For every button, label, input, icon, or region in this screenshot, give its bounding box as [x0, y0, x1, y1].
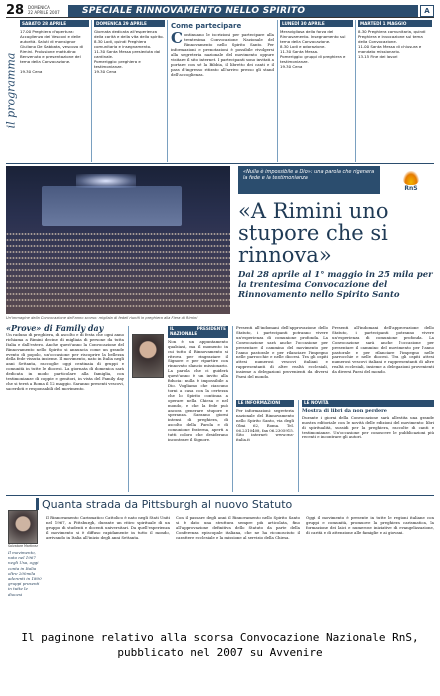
- crowd-row: [6, 268, 230, 272]
- program-day-text: 17.00 Preghiera d'apertura: Accoglienza dei Vescovi e delle autorità. Saluti di monsignor Giuliano De Sabbata, vescovo di Rimini. Prolusione mattutina: Benvenuto e presentazione del tema della Convocazione. 19.30 Cena: [20, 29, 84, 74]
- right-article-1: [236, 326, 328, 396]
- crowd-row: [6, 250, 230, 254]
- family-day-article: [6, 323, 125, 494]
- photo-caption: Un'immagine della Convocazione dell'anno scorso: migliaia di fedeli riuniti in preghiera alla Fiera di Rimini: [6, 316, 198, 320]
- info-bar: LE INFORMAZIONI: [236, 400, 294, 407]
- column-rule: [128, 326, 129, 492]
- header-date: [28, 6, 68, 15]
- programma-strip: [18, 20, 434, 162]
- main-headline: «A Rimini uno stupore che si rinnova»: [238, 199, 389, 267]
- interview-article: [132, 326, 228, 494]
- crowd-row: [6, 304, 230, 308]
- come-partecipare-title: Come partecipare: [171, 22, 242, 30]
- crowd-row: [6, 232, 230, 236]
- crowd-row: [6, 298, 230, 302]
- interview-lead: Non è un appuntamento qualsiasi, ma il momento in cui tutto il Rinnovamento si ritrova per ringraziare il Signore e per ripartire con rinnovato slancio missionario. La parola che ci guiderà quest'anno è un invito alla fiducia: nulla è impossibile a Dio. Vogliamo che ciascuno torni a casa con la certezza che lo Spirito continua a operare nella Chiesa e nel mondo, e che la fede può ancora generare stupore e speranza. Saranno giorni intensi di preghiera, di ascolto della Parola e di comunione fraterna, aperti a tutti coloro che desiderano incontrare il Signore.: [168, 338, 228, 442]
- crowd-row: [6, 280, 230, 284]
- program-day-2: [92, 20, 168, 162]
- footer-line-1: Il paginone relativo alla scorsa Convocazione Nazionale RnS,: [21, 631, 419, 644]
- quote-box: «Nulla è impossibile a Dio»: una parola che rigenera la fede e la testimonianza: [238, 166, 380, 194]
- pittsburgh-text: Con il passare degli anni il Rinnovamento nello Spirito Santo si è dato una struttura sempre più articolata, fino all'approvazione definitiva dello Statuto da parte della Conferenza episcopale italiana, che ne ha riconosciuto il carattere ecclesiale e la missione al servizio della Chiesa.: [176, 515, 300, 540]
- convocation-photo: [6, 166, 230, 314]
- pittsburgh-headline: Quanta strada da Pittsburgh al nuovo Statuto: [42, 498, 293, 511]
- crowd-row: [6, 292, 230, 296]
- stage-light: [76, 174, 136, 188]
- program-day-3: [278, 20, 356, 162]
- program-day-text: 8.30 Preghiera comunitaria, quindi Preghiera e invocazione sul tema della Convocazione. 11.00 Santa Messa di chiusura e mandato missionario. 13.15 Fine dei lavori: [358, 29, 426, 59]
- page-number: 28: [6, 3, 25, 18]
- flame-icon: [403, 171, 419, 185]
- right-article-2: [332, 326, 434, 396]
- crowd-row: [6, 274, 230, 278]
- crowd-row: [6, 262, 230, 266]
- pittsburgh-side-quote: Il movimento, nato nel 1967 negli Usa, oggi conta in Italia oltre 200mila aderenti in 1800 gruppi presenti in tutte le diocesi: [8, 550, 42, 597]
- column-rule: [232, 326, 233, 492]
- interview-bar: IL PRESIDENTE NAZIONALE: [170, 326, 226, 336]
- crowd-row: [6, 286, 230, 290]
- founder-portrait: [8, 510, 38, 544]
- books-box: [302, 400, 434, 494]
- pittsburgh-col-2: [176, 516, 300, 624]
- main-subtitle: Dal 28 aprile al 1° maggio in 25 mila per la trentesima Convocazione del Rinnovamento nello Spirito Santo: [238, 270, 433, 300]
- books-text: Durante i giorni della Convocazione sarà allestita una grande mostra editoriale con le novità delle edizioni del movimento: libri di spiritualità, sussidi per la preghiera, raccolte di canti e testimonianze. Un'occasione per conoscere le pubblicazioni più recenti e incontrare gli autori.: [302, 414, 434, 440]
- come-partecipare-text: [171, 29, 274, 77]
- newspaper-logo: A: [420, 5, 434, 17]
- divider: [6, 495, 434, 496]
- program-day-heading: SABATO 28 APRILE: [20, 20, 89, 27]
- pittsburgh-col-3: [306, 516, 434, 624]
- come-partecipare-body: ontinuano le iscrizioni per partecipare alla trentesima Convocazione Nazionale del Rinnovamento nello Spirito Santo. Per informazioni e prenotazioni è possibile rivolgersi alla segreteria nazionale del movimento oppure visitare il sito internet. I partecipanti sono invitati a portare con sé la Bibbia, il libretto dei canti e il pass d'ingresso ritirato all'arrivo presso gli stand dell'accoglienza.: [171, 32, 274, 77]
- divider: [6, 163, 434, 164]
- crowd-row: [6, 244, 230, 248]
- newspaper-page: [6, 4, 434, 626]
- books-title: Mostra di libri da non perdere: [302, 407, 387, 414]
- section-band: SPECIALE RINNOVAMENTO NELLO SPIRITO: [68, 5, 418, 17]
- footer-line-2: pubblicato nel 2007 su Avvenire: [117, 646, 323, 659]
- family-day-text: Un raduno di preghiera, di ascolto e di festa che ogni anno richiama a Rimini decine di migliaia di persone da tutta Italia e dall'estero. Anche quest'anno la Convocazione del Rinnovamento nello Spirito si annuncia come un grande evento di popolo, un'occasione per riscoprire la bellezza della fede vissuta insieme. Il movimento, nato in Italia negli anni Settanta, raccoglie oggi centinaia di gruppi e comunità in tutte le diocesi. La giornata di domenica sarà dedicata in modo particolare alla famiglia, con testimonianze di coppie e genitori, in vista del Family day che si terrà a Roma il 12 maggio. Saranno presenti vescovi, sacerdoti e responsabili del movimento.: [6, 331, 125, 391]
- family-day-title: «Prove» di Family day: [6, 323, 104, 333]
- books-bar: LE NOVITÀ: [302, 400, 434, 407]
- dropcap: C: [171, 29, 183, 47]
- stage: [42, 186, 182, 226]
- header-date-weekday: DOMENICA: [28, 5, 50, 10]
- footer-caption: [0, 630, 440, 660]
- rns-logo: [388, 166, 434, 196]
- right-article-text: Presenti all'indomani dell'approvazione dello Statuto, i partecipanti potranno vivere un'esperienza di comunione profonda. La Convocazione sarà anche l'occasione per presentare il cammino del movimento per l'anno pastorale e per rilanciare l'impegno nelle parrocchie e nelle diocesi. Tra gli ospiti attesi numerosi vescovi italiani e rappresentanti di altre realtà ecclesiali, insieme a delegazioni provenienti da diversi Paesi del mondo.: [236, 325, 328, 380]
- crowd-row: [6, 256, 230, 260]
- portrait-caption: Salvatore Martinez: [8, 544, 38, 548]
- rns-logo-text: RnS: [404, 184, 418, 192]
- column-rule: [298, 400, 299, 492]
- program-day-heading: LUNEDÌ 30 APRILE: [280, 20, 353, 27]
- info-text: Per informazioni: segreteria nazionale del Rinnovamento nello Spirito Santo, via degli Olmi 62, Roma. Tel. 06.2310408, fax 06.2305915. Sito internet: www.rns-italia.it: [236, 407, 294, 443]
- crowd-row: [6, 238, 230, 242]
- program-day-text: Meravigliosa della forza del Rinnovamento. Insegnamento sul tema della Convocazione. 8.30 Lodi e adorazione. 11.30 Santa Messa. Pomeriggio: gruppi di preghiera e testimonianze. 19.30 Cena: [280, 29, 346, 69]
- headline-accent: [36, 498, 39, 510]
- page-header: [6, 4, 434, 18]
- program-day-text: Giornata dedicata all'esperienza della carità e della vita dello spirito. 8.30 Lodi, quindi Preghiera comunitaria e insegnamento. 11.30 Santa Messa presieduta dal cardinale. Pomeriggio: preghiera e testimonianze. 19.30 Cena: [94, 29, 164, 74]
- program-day-heading: DOMENICA 29 APRILE: [94, 20, 165, 27]
- program-day-heading: MARTEDÌ 1 MAGGIO: [358, 20, 432, 27]
- come-partecipare-box: [168, 20, 278, 162]
- program-day-1: [18, 20, 92, 162]
- pittsburgh-text: Il Rinnovamento Carismatico Cattolico è nato negli Stati Uniti nel 1967, a Pittsburgh, durante un ritiro spirituale di un gruppo di studenti e docenti universitari. Da quell'esperienza il movimento si è diffuso rapidamente in tutto il mondo, arrivando in Italia all'inizio degli anni Settanta.: [46, 515, 170, 540]
- pittsburgh-text: Oggi il movimento è presente in tutte le regioni italiane con gruppi e comunità, promuove la preghiera carismatica, la formazione dei laici e numerose iniziative di evangelizzazione, di carità e di attenzione alle famiglie e ai giovani.: [306, 515, 434, 535]
- pittsburgh-col-1: [46, 516, 170, 624]
- programma-side-label: [6, 20, 16, 160]
- program-day-4: [356, 20, 434, 162]
- right-article-text: Presenti all'indomani dell'approvazione dello Statuto, i partecipanti potranno vivere un'esperienza di comunione profonda. La Convocazione sarà anche l'occasione per presentare il cammino del movimento per l'anno pastorale e per rilanciare l'impegno nelle parrocchie e nelle diocesi. Tra gli ospiti attesi numerosi vescovi italiani e rappresentanti di altre realtà ecclesiali, insieme a delegazioni provenienti da diversi Paesi del mondo.: [332, 325, 434, 375]
- header-date-day: 22 APRILE 2007: [28, 9, 60, 15]
- programma-label: il programma: [4, 52, 18, 128]
- info-box: [236, 400, 294, 494]
